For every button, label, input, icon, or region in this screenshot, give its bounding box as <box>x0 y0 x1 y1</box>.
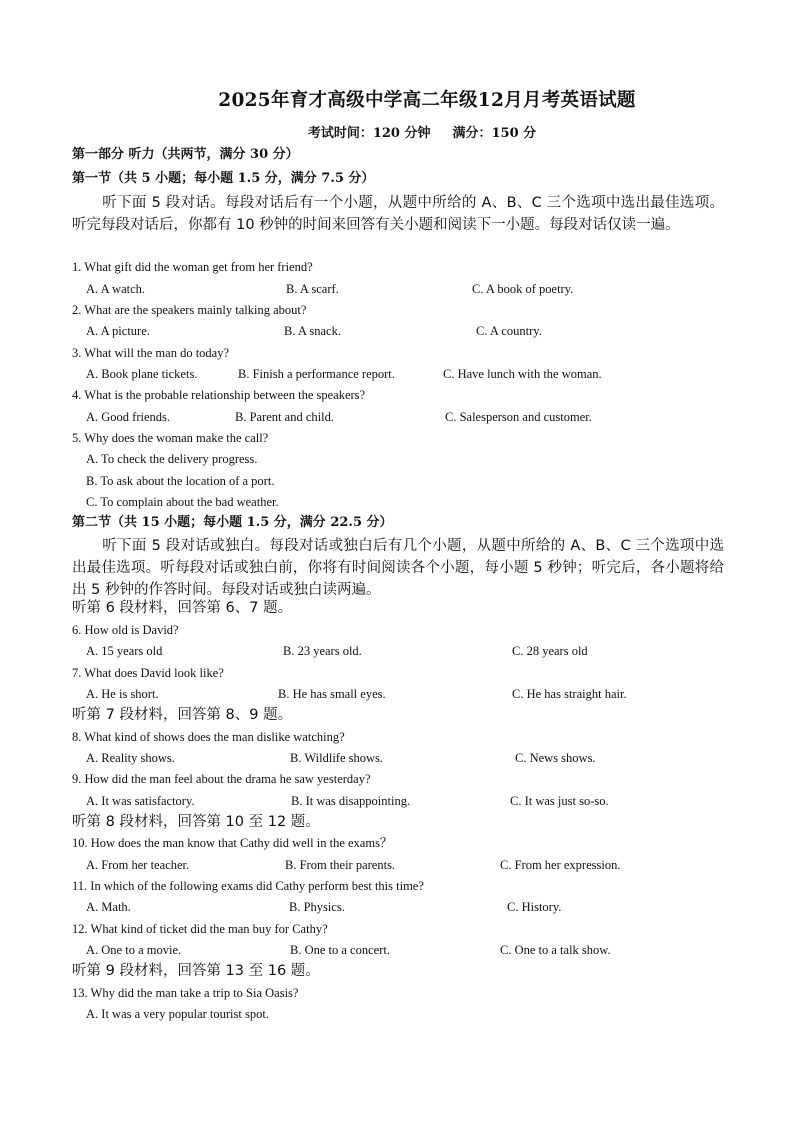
part1-heading: 第一部分 听力（共两节，满分 30 分） <box>72 147 299 162</box>
q8-option-b: B. Wildlife shows. <box>290 751 384 765</box>
exam-title: 2025年育才高级中学高二年级12月月考英语试题 <box>218 90 636 111</box>
exam-info <box>0 122 794 141</box>
question-9: 9. How did the man feel about the drama he saw yesterday? <box>72 772 371 786</box>
q1-option-b: B. A scarf. <box>286 282 339 296</box>
q5-option-a: A. To check the delivery progress. <box>86 452 258 466</box>
question-4: 4. What is the probable relationship between the speakers? <box>72 388 366 402</box>
q6-option-b: B. 23 years old. <box>283 644 362 658</box>
q7-option-a: A. He is short. <box>86 687 159 701</box>
q3-option-a: A. Book plane tickets. <box>86 367 198 381</box>
material-note-8: 听第 8 段材料，回答第 10 至 12 题。 <box>72 814 320 830</box>
q3-option-c: C. Have lunch with the woman. <box>443 367 602 381</box>
material-note-9: 听第 9 段材料，回答第 13 至 16 题。 <box>72 963 320 979</box>
q10-option-b: B. From their parents. <box>285 858 396 872</box>
section1-heading: 第一节（共 5 小题；每小题 1.5 分，满分 7.5 分） <box>72 171 375 186</box>
q10-option-a: A. From her teacher. <box>86 858 190 872</box>
question-6: 6. How old is David? <box>72 623 179 637</box>
q8-option-c: C. News shows. <box>515 751 596 765</box>
q4-option-a: A. Good friends. <box>86 410 171 424</box>
q11-option-b: B. Physics. <box>289 900 345 914</box>
question-11: 11. In which of the following exams did Cathy perform best this time? <box>72 879 424 893</box>
material-note-7: 听第 7 段材料，回答第 8、9 题。 <box>72 707 293 723</box>
q6-option-c: C. 28 years old <box>512 644 588 658</box>
question-3: 3. What will the man do today? <box>72 346 230 360</box>
q9-option-a: A. It was satisfactory. <box>86 794 195 808</box>
section2-heading: 第二节（共 15 小题；每小题 1.5 分，满分 22.5 分） <box>72 515 393 530</box>
q7-option-b: B. He has small eyes. <box>278 687 386 701</box>
q5-option-c: C. To complain about the bad weather. <box>86 495 279 509</box>
exam-time: 考试时间：120 分钟 <box>307 126 431 141</box>
q6-option-a: A. 15 years old <box>86 644 163 658</box>
q11-option-c: C. History. <box>507 900 562 914</box>
full-score: 满分：150 分 <box>452 126 537 141</box>
q1-option-c: C. A book of poetry. <box>472 282 574 296</box>
question-2: 2. What are the speakers mainly talking about? <box>72 303 307 317</box>
section1-instructions: 听下面 5 段对话。每段对话后有一个小题，从题中所给的 A、B、C 三个选项中选出最佳选项。听完每段对话后，你都有 10 秒钟的时间来回答有关小题和阅读下一小题。每段对话仅读一遍。 <box>72 195 724 233</box>
q10-option-c: C. From her expression. <box>500 858 621 872</box>
section2-instructions: 听下面 5 段对话或独白。每段对话或独白后有几个小题，从题中所给的 A、B、C 三个选项中选出最佳选项。听每段对话或独白前，你将有时间阅读各个小题，每小题 5 秒钟；听完后，各小题将给出 5 秒钟的作答时间。每段对话或独白读两遍。 <box>72 538 724 598</box>
q2-option-c: C. A country. <box>476 324 542 338</box>
question-10: 10. How does the man know that Cathy did well in the exams？ <box>72 836 393 850</box>
question-1: 1. What gift did the woman get from her friend? <box>72 260 313 274</box>
q8-option-a: A. Reality shows. <box>86 751 175 765</box>
q11-option-a: A. Math. <box>86 900 131 914</box>
question-7: 7. What does David look like? <box>72 666 224 680</box>
q12-option-a: A. One to a movie. <box>86 943 182 957</box>
q1-option-a: A. A watch. <box>86 282 146 296</box>
material-note-6: 听第 6 段材料，回答第 6、7 题。 <box>72 600 293 616</box>
q12-option-c: C. One to a talk show. <box>500 943 611 957</box>
question-13: 13. Why did the man take a trip to Sia Oasis? <box>72 986 299 1000</box>
q4-option-b: B. Parent and child. <box>235 410 334 424</box>
q9-option-b: B. It was disappointing. <box>291 794 411 808</box>
q7-option-c: C. He has straight hair. <box>512 687 627 701</box>
question-12: 12. What kind of ticket did the man buy for Cathy? <box>72 922 328 936</box>
q4-option-c: C. Salesperson and customer. <box>445 410 592 424</box>
q2-option-b: B. A snack. <box>284 324 341 338</box>
question-5: 5. Why does the woman make the call? <box>72 431 269 445</box>
q12-option-b: B. One to a concert. <box>290 943 390 957</box>
q13-option-a: A. It was a very popular tourist spot. <box>86 1007 269 1021</box>
q5-option-b: B. To ask about the location of a port. <box>86 474 275 488</box>
question-8: 8. What kind of shows does the man dislike watching? <box>72 730 345 744</box>
q9-option-c: C. It was just so-so. <box>510 794 609 808</box>
q3-option-b: B. Finish a performance report. <box>238 367 395 381</box>
q2-option-a: A. A picture. <box>86 324 150 338</box>
